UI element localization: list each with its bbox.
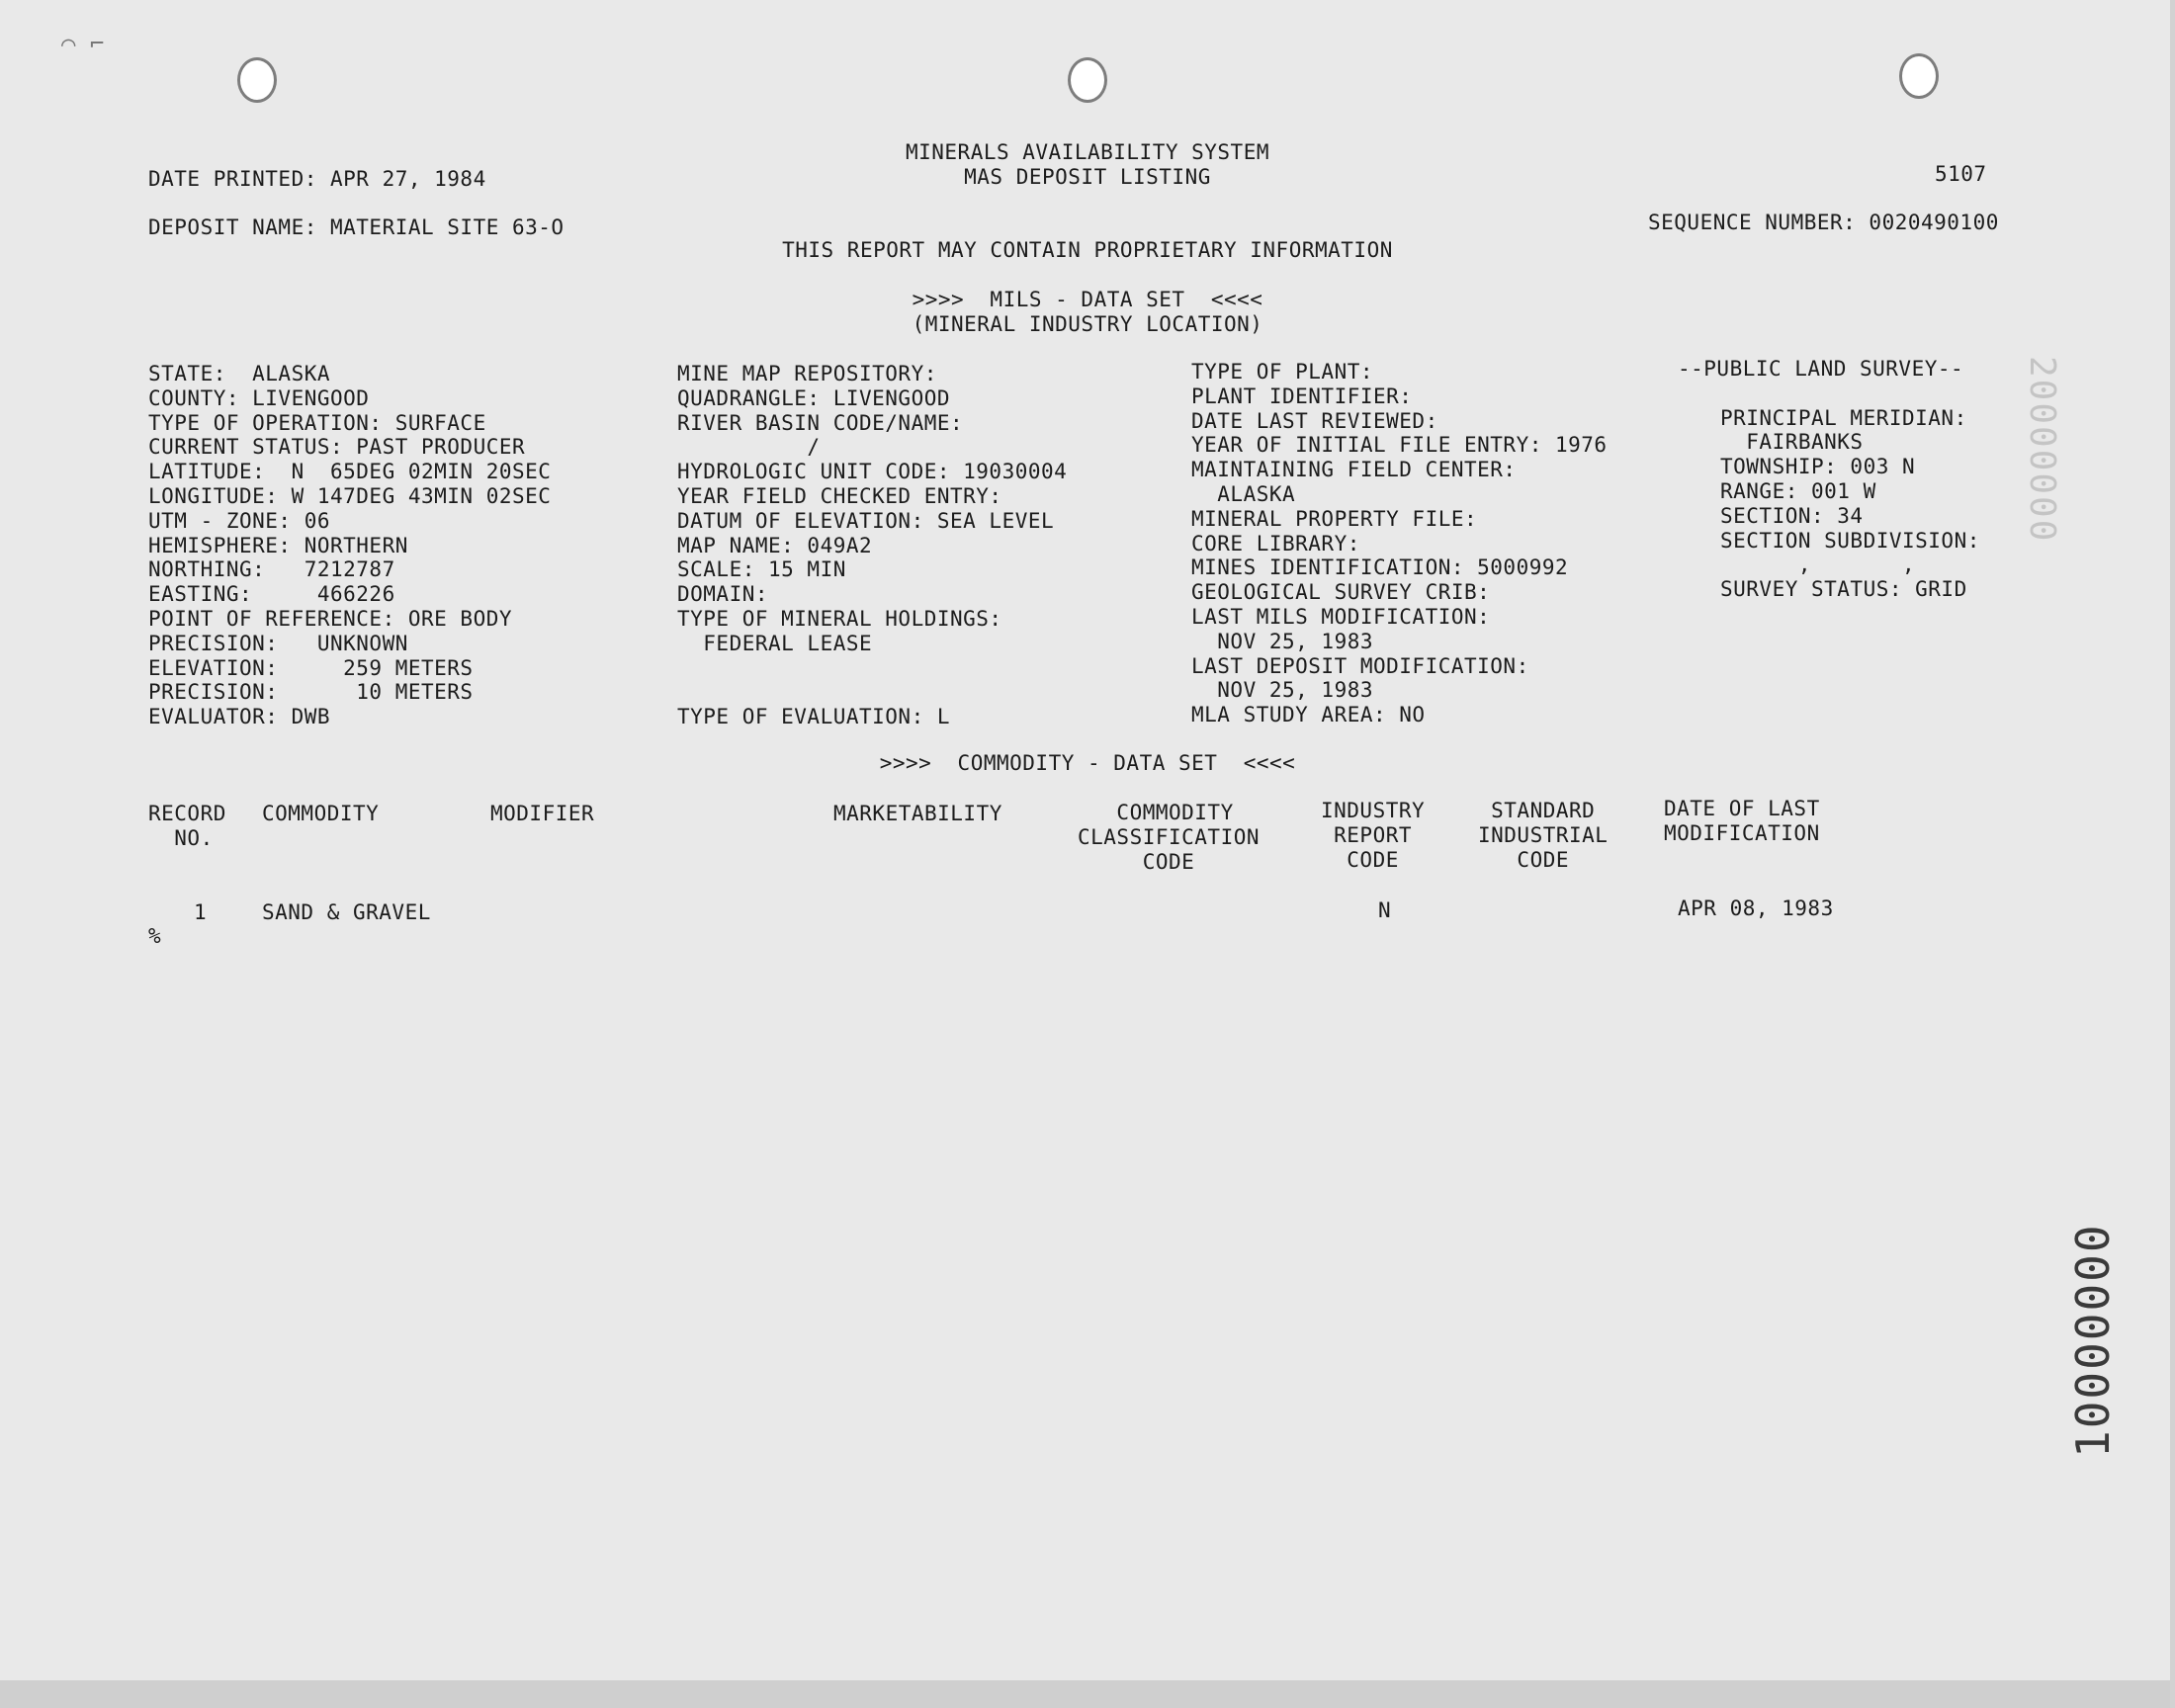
field-section-subdivision: SECTION SUBDIVISION: bbox=[1720, 528, 1980, 553]
field-type-of-mineral-holdings: TYPE OF MINERAL HOLDINGS: bbox=[677, 606, 1002, 631]
field-mines-identification: MINES IDENTIFICATION: 5000992 bbox=[1191, 555, 1569, 580]
field-hydrologic-unit-code: HYDROLOGIC UNIT CODE: 19030004 bbox=[677, 460, 1068, 484]
spacer-line bbox=[1678, 382, 1980, 406]
field-easting: EASTING: 466226 bbox=[148, 582, 395, 607]
field-field-center-value: ALASKA bbox=[1191, 481, 1296, 506]
field-latitude: LATITUDE: N 65DEG 02MIN 20SEC bbox=[148, 460, 552, 484]
mils-section-subtitle: (MINERAL INDUSTRY LOCATION) bbox=[912, 312, 1263, 336]
commodity-section-title: >>>> COMMODITY - DATA SET <<<< bbox=[879, 751, 1296, 775]
field-longitude: LONGITUDE: W 147DEG 43MIN 02SEC bbox=[148, 483, 552, 508]
end-of-record-marker: % bbox=[148, 924, 162, 948]
punch-hole-right bbox=[1899, 53, 1939, 99]
spacer-line bbox=[677, 680, 1067, 705]
field-northing: NORTHING: 7212787 bbox=[148, 557, 395, 582]
system-title: MINERALS AVAILABILITY SYSTEM bbox=[905, 140, 1269, 164]
field-scale: SCALE: 15 MIN bbox=[677, 557, 846, 582]
field-evaluator: EVALUATOR: DWB bbox=[148, 705, 331, 729]
header-industry-report-code: INDUSTRY REPORT CODE bbox=[1321, 799, 1426, 872]
field-quadrangle: QUADRANGLE: LIVENGOOD bbox=[677, 385, 951, 410]
mils-file-column bbox=[1191, 360, 1608, 727]
field-survey-status: SURVEY STATUS: GRID bbox=[1720, 577, 1967, 602]
field-principal-meridian: PRINCIPAL MERIDIAN: bbox=[1720, 405, 1967, 430]
mils-section-title: >>>> MILS - DATA SET <<<< bbox=[912, 288, 1263, 311]
field-river-basin-value: / bbox=[677, 435, 821, 460]
date-printed: DATE PRINTED: APR 27, 1984 bbox=[148, 167, 486, 191]
field-mineral-holdings-value: FEDERAL LEASE bbox=[677, 631, 873, 655]
faint-file-number-stamp: 20000000 bbox=[2022, 356, 2062, 544]
field-mineral-property-file: MINERAL PROPERTY FILE: bbox=[1191, 506, 1478, 531]
field-current-status: CURRENT STATUS: PAST PRODUCER bbox=[148, 435, 526, 460]
field-point-of-reference: POINT OF REFERENCE: ORE BODY bbox=[148, 606, 513, 631]
field-principal-meridian-value: FAIRBANKS bbox=[1720, 430, 1864, 455]
row-industry-report-code: N bbox=[1378, 898, 1392, 922]
field-elevation: ELEVATION: 259 METERS bbox=[148, 655, 474, 680]
field-map-name: MAP NAME: 049A2 bbox=[677, 533, 873, 557]
proprietary-notice: THIS REPORT MAY CONTAIN PROPRIETARY INFORMATION bbox=[782, 238, 1393, 262]
field-geological-survey-crib: GEOLOGICAL SURVEY CRIB: bbox=[1191, 580, 1491, 605]
field-mine-map-repository: MINE MAP REPOSITORY: bbox=[677, 362, 937, 385]
header-commodity-classification-code: COMMODITY CLASSIFICATION CODE bbox=[1078, 801, 1261, 874]
pencil-mark: ⌒ ⌐ bbox=[61, 30, 105, 57]
field-plant-identifier: PLANT IDENTIFIER: bbox=[1191, 384, 1413, 408]
header-record-no: RECORD NO. bbox=[148, 802, 226, 850]
row-record-no: 1 bbox=[194, 900, 208, 924]
field-year-field-checked: YEAR FIELD CHECKED ENTRY: bbox=[677, 483, 1002, 508]
mils-location-column bbox=[148, 362, 551, 729]
field-type-of-evaluation: TYPE OF EVALUATION: L bbox=[677, 705, 951, 729]
field-maintaining-field-center: MAINTAINING FIELD CENTER: bbox=[1191, 458, 1517, 482]
header-marketability: MARKETABILITY bbox=[833, 802, 1002, 825]
page-bottom-edge bbox=[0, 1680, 2175, 1708]
header-commodity: COMMODITY bbox=[262, 802, 380, 825]
header-standard-industrial-code: STANDARD INDUSTRIAL CODE bbox=[1478, 799, 1609, 872]
file-number-stamp: 10000000 bbox=[2066, 1223, 2120, 1458]
listing-title: MAS DEPOSIT LISTING bbox=[964, 165, 1211, 189]
field-year-initial-entry: YEAR OF INITIAL FILE ENTRY: 1976 bbox=[1191, 433, 1608, 458]
field-last-mils-modification: LAST MILS MODIFICATION: bbox=[1191, 604, 1491, 629]
field-township: TOWNSHIP: 003 N bbox=[1720, 455, 1916, 479]
public-land-survey-heading: --PUBLIC LAND SURVEY-- bbox=[1678, 357, 1964, 381]
row-commodity: SAND & GRAVEL bbox=[262, 900, 431, 924]
field-last-deposit-modification-date: NOV 25, 1983 bbox=[1191, 678, 1374, 703]
deposit-name: DEPOSIT NAME: MATERIAL SITE 63-O bbox=[148, 215, 565, 239]
mils-map-column bbox=[677, 362, 1067, 729]
field-precision: PRECISION: UNKNOWN bbox=[148, 631, 408, 655]
field-last-deposit-modification: LAST DEPOSIT MODIFICATION: bbox=[1191, 653, 1529, 678]
field-section: SECTION: 34 bbox=[1720, 503, 1864, 528]
field-river-basin: RIVER BASIN CODE/NAME: bbox=[677, 410, 964, 435]
field-datum-of-elevation: DATUM OF ELEVATION: SEA LEVEL bbox=[677, 508, 1055, 533]
field-state: STATE: ALASKA bbox=[148, 362, 331, 385]
field-core-library: CORE LIBRARY: bbox=[1191, 531, 1360, 555]
page-number: 5107 bbox=[1935, 162, 1987, 186]
field-elevation-precision: PRECISION: 10 METERS bbox=[148, 680, 474, 705]
field-mla-study-area: MLA STUDY AREA: NO bbox=[1191, 703, 1426, 727]
field-hemisphere: HEMISPHERE: NORTHERN bbox=[148, 533, 408, 557]
field-type-of-operation: TYPE OF OPERATION: SURFACE bbox=[148, 410, 486, 435]
field-domain: DOMAIN: bbox=[677, 582, 769, 607]
public-land-survey-column bbox=[1678, 357, 1980, 602]
header-date-of-last-modification: DATE OF LAST MODIFICATION bbox=[1664, 797, 1820, 845]
field-section-subdivision-value: , , bbox=[1720, 553, 1916, 577]
row-date-of-last-modification: APR 08, 1983 bbox=[1678, 897, 1834, 920]
punch-hole-center bbox=[1068, 57, 1107, 103]
spacer-line bbox=[677, 656, 1067, 681]
field-last-mils-modification-date: NOV 25, 1983 bbox=[1191, 629, 1374, 653]
field-utm-zone: UTM - ZONE: 06 bbox=[148, 508, 331, 533]
header-modifier: MODIFIER bbox=[490, 802, 595, 825]
sequence-number: SEQUENCE NUMBER: 0020490100 bbox=[1648, 211, 1999, 234]
field-type-of-plant: TYPE OF PLANT: bbox=[1191, 360, 1374, 384]
field-date-last-reviewed: DATE LAST REVIEWED: bbox=[1191, 408, 1438, 433]
page-right-edge bbox=[2170, 0, 2175, 1708]
field-county: COUNTY: LIVENGOOD bbox=[148, 385, 370, 410]
field-range: RANGE: 001 W bbox=[1720, 478, 1876, 503]
punch-hole-left bbox=[237, 57, 277, 103]
